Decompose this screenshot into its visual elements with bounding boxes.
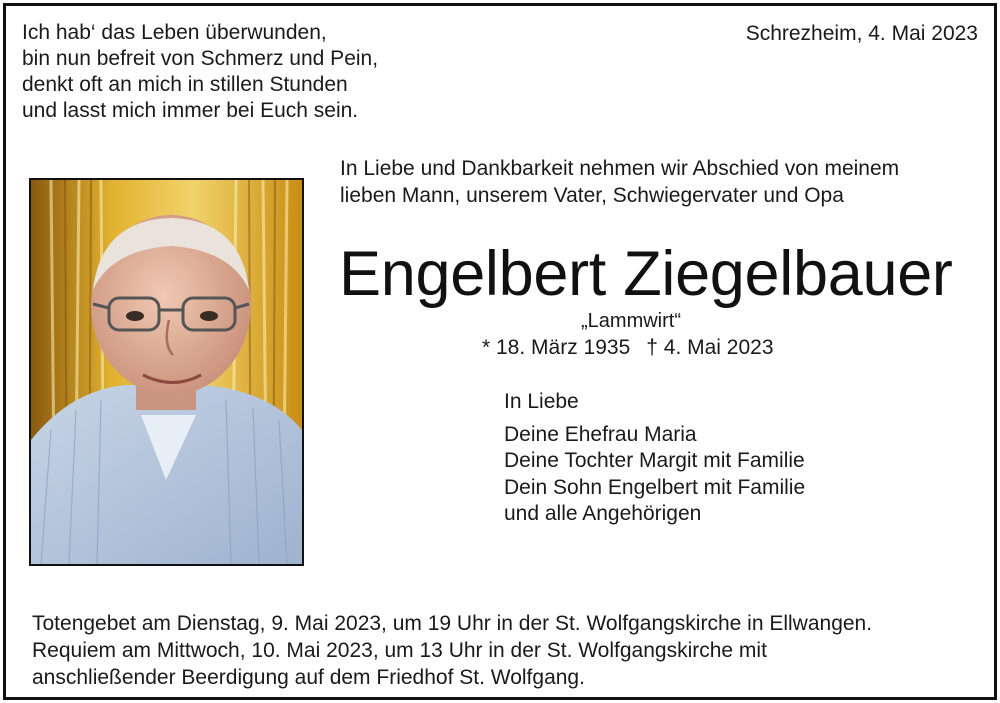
mourners-list [504, 389, 805, 528]
life-dates [482, 336, 774, 360]
obituary-frame [3, 3, 997, 700]
mourner-line: Deine Tochter Margit mit Familie [504, 449, 805, 472]
place-and-date: Schrezheim, 4. Mai 2023 [745, 22, 978, 45]
service-line: anschließender Beerdigung auf dem Friedhof St. Wolfgang. [32, 666, 585, 689]
deceased-nickname: „Lammwirt“ [581, 310, 681, 332]
intro-line: lieben Mann, unserem Vater, Schwiegervater und Opa [340, 184, 844, 207]
service-line: Totengebet am Dienstag, 9. Mai 2023, um 19 Uhr in der St. Wolfgangskirche in Ellwangen. [32, 612, 873, 635]
verse-line: Ich hab‘ das Leben überwunden, [22, 21, 327, 44]
mourner-line: Dein Sohn Engelbert mit Familie [504, 475, 806, 499]
death-date: † 4. Mai 2023 [646, 336, 774, 359]
mourners-heading: In Liebe [504, 390, 579, 413]
verse-line: denkt oft an mich in stillen Stunden [22, 73, 348, 96]
mourner-line: und alle Angehörigen [504, 502, 702, 525]
memorial-verse [22, 20, 378, 124]
birth-date: * 18. März 1935 [482, 336, 631, 359]
service-details [32, 610, 872, 691]
verse-line: und lasst mich immer bei Euch sein. [22, 99, 359, 122]
portrait-photo [29, 178, 304, 566]
intro-line: In Liebe und Dankbarkeit nehmen wir Abschied von meinem [340, 157, 900, 180]
farewell-intro [340, 155, 899, 209]
mourner-line: Deine Ehefrau Maria [504, 422, 697, 446]
verse-line: bin nun befreit von Schmerz und Pein, [22, 47, 379, 70]
service-line: Requiem am Mittwoch, 10. Mai 2023, um 13 Uhr in der St. Wolfgangskirche mit [32, 639, 767, 662]
deceased-name: Engelbert Ziegelbauer [339, 239, 953, 309]
